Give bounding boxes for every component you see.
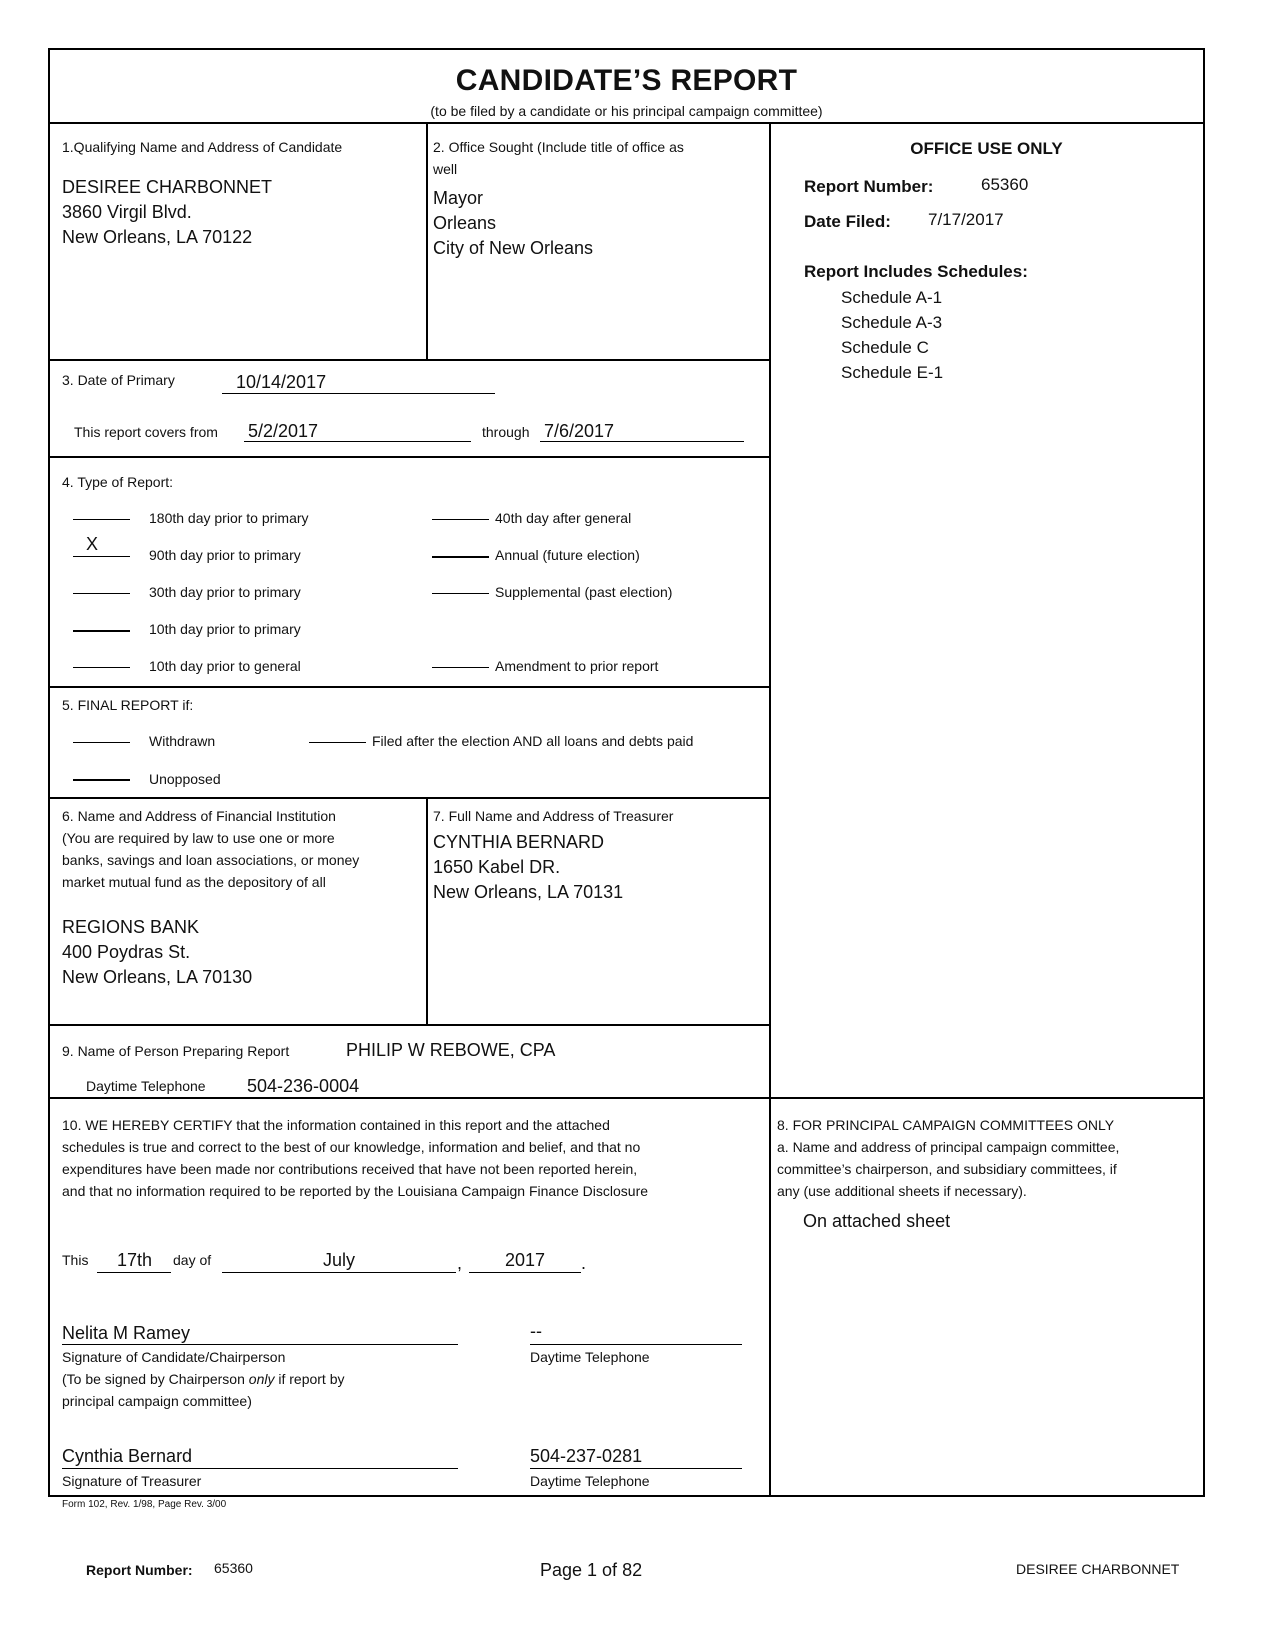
treasurer-address — [433, 830, 623, 905]
report-type-blank — [73, 667, 130, 668]
office-title: Mayor — [433, 188, 484, 208]
section2-label: 2. Office Sought (Include title of office as — [433, 139, 684, 155]
section6-label-line: (You are required by law to use one or more — [62, 830, 335, 846]
schedules-list — [841, 285, 943, 385]
office-sought — [433, 186, 593, 261]
preparer-phone-label: Daytime Telephone — [86, 1078, 206, 1094]
date-of-primary: 10/14/2017 — [236, 372, 327, 392]
report-type-blank — [432, 593, 489, 594]
report-type-blank — [73, 556, 130, 557]
cert-year: 2017 — [504, 1250, 546, 1270]
candidate-city: New Orleans, LA 70122 — [62, 227, 253, 247]
certification-line: schedules is true and correct to the best of our knowledge, information and belief, and that no — [62, 1139, 641, 1155]
note-emphasis: only — [248, 1371, 275, 1387]
section2-label-cont: well — [433, 161, 458, 177]
treasurer-phone-label: Daytime Telephone — [530, 1473, 650, 1489]
divider — [426, 797, 428, 1024]
covers-through: 7/6/2017 — [544, 421, 615, 441]
section10-certification — [62, 1114, 648, 1202]
final-report-blank — [73, 742, 130, 743]
section6-label-line: market mutual fund as the depository of all — [62, 874, 326, 890]
divider — [48, 797, 769, 799]
treasurer-signature-label: Signature of Treasurer — [62, 1473, 202, 1489]
day-of-label: day of — [173, 1252, 212, 1268]
treasurer-city: New Orleans, LA 70131 — [433, 882, 624, 902]
candidate-name: DESIREE CHARBONNET — [62, 177, 273, 197]
report-type-option: 90th day prior to primary — [149, 547, 301, 563]
this-label: This — [62, 1252, 89, 1268]
section8-text — [777, 1114, 1119, 1202]
cert-day: 17th — [117, 1250, 153, 1270]
report-number-label: Report Number: — [804, 177, 934, 196]
section8-line: a. Name and address of principal campaign committee, — [777, 1139, 1120, 1155]
candidate-signature-note-cont: principal campaign committee) — [62, 1393, 252, 1409]
report-type-blank — [432, 556, 489, 558]
report-type-blank — [73, 519, 130, 520]
page-title: CANDIDATE’S REPORT — [455, 64, 798, 97]
report-type-option: 180th day prior to primary — [149, 510, 309, 526]
treasurer-phone: 504-237-0281 — [530, 1446, 643, 1466]
candidate-signature-label: Signature of Candidate/Chairperson — [62, 1349, 286, 1365]
office-jurisdiction: City of New Orleans — [433, 238, 594, 258]
schedules-label: Report Includes Schedules: — [804, 262, 1028, 281]
divider — [48, 1097, 1205, 1099]
report-number-value: 65360 — [981, 175, 1029, 194]
footer-report-number-label: Report Number: — [86, 1562, 193, 1578]
schedule-item: Schedule A-3 — [841, 313, 943, 332]
divider — [48, 456, 769, 458]
section8-value: On attached sheet — [803, 1211, 951, 1231]
report-type-blank — [432, 519, 489, 520]
report-type-option: Amendment to prior report — [495, 658, 659, 674]
divider — [48, 1024, 769, 1026]
treasurer-street: 1650 Kabel DR. — [433, 857, 561, 877]
section4-label: 4. Type of Report: — [62, 474, 174, 490]
date-filed-label: Date Filed: — [804, 212, 891, 231]
section1-label: 1.Qualifying Name and Address of Candidate — [62, 139, 343, 155]
candidate-phone: -- — [530, 1321, 542, 1341]
preparer-name: PHILIP W REBOWE, CPA — [346, 1040, 556, 1060]
section8-line: committee’s chairperson, and subsidiary committees, if — [777, 1161, 1117, 1177]
cert-day-line — [97, 1272, 171, 1273]
section9-label: 9. Name of Person Preparing Report — [62, 1043, 290, 1059]
cert-comma: , — [457, 1253, 463, 1273]
preparer-phone: 504-236-0004 — [247, 1076, 360, 1096]
certification-line: and that no information required to be reported by the Louisiana Campaign Finance Disclosure — [62, 1183, 649, 1199]
candidate-signature: Nelita M Ramey — [62, 1323, 191, 1343]
section3-label: 3. Date of Primary — [62, 372, 175, 388]
report-type-option: 30th day prior to primary — [149, 584, 301, 600]
page-number: Page 1 of 82 — [540, 1560, 643, 1580]
cert-month: July — [322, 1250, 355, 1270]
section6-label-line: banks, savings and loan associations, or money — [62, 852, 360, 868]
treasurer-signature: Cynthia Bernard — [62, 1446, 193, 1466]
candidate-signature-note — [62, 1371, 345, 1387]
bank-city: New Orleans, LA 70130 — [62, 967, 253, 987]
covers-label: This report covers from — [74, 424, 218, 440]
report-type-blank — [73, 630, 130, 632]
candidate-phone-label: Daytime Telephone — [530, 1349, 650, 1365]
final-report-option: Filed after the election AND all loans and debts paid — [372, 733, 694, 749]
final-report-blank — [73, 779, 130, 781]
section5-label: 5. FINAL REPORT if: — [62, 697, 194, 713]
report-type-option: Annual (future election) — [495, 547, 640, 563]
treasurer-name: CYNTHIA BERNARD — [433, 832, 605, 852]
date-of-primary-line — [222, 393, 495, 394]
divider — [48, 122, 1205, 124]
candidate-signature-line — [62, 1344, 458, 1345]
bank-name: REGIONS BANK — [62, 917, 200, 937]
note-text: (To be signed by Chairperson — [62, 1371, 249, 1387]
cert-month-line — [222, 1272, 456, 1273]
candidate-address — [62, 175, 272, 250]
form-revision: Form 102, Rev. 1/98, Page Rev. 3/00 — [62, 1499, 227, 1510]
divider — [48, 359, 769, 361]
candidate-street: 3860 Virgil Blvd. — [62, 202, 192, 222]
certification-line: expenditures have been made nor contributions received that have not been reported herein, — [62, 1161, 638, 1177]
schedule-item: Schedule C — [841, 338, 929, 357]
final-report-option: Withdrawn — [149, 733, 216, 749]
section6-label-line: 6. Name and Address of Financial Institution — [62, 808, 336, 824]
certification-line: 10. WE HEREBY CERTIFY that the information contained in this report and the attached — [62, 1117, 610, 1133]
divider — [48, 686, 769, 688]
bank-street: 400 Poydras St. — [62, 942, 191, 962]
covers-from-line — [244, 441, 471, 442]
final-report-option: Unopposed — [149, 771, 221, 787]
report-type-mark: X — [86, 534, 99, 554]
schedule-item: Schedule E-1 — [841, 363, 944, 382]
divider — [426, 122, 428, 360]
page-subtitle: (to be filed by a candidate or his principal campaign committee) — [430, 103, 823, 119]
covers-through-line — [540, 441, 744, 442]
report-type-option: Supplemental (past election) — [495, 584, 673, 600]
report-type-option: 40th day after general — [495, 510, 632, 526]
report-type-option: 10th day prior to general — [149, 658, 301, 674]
footer-report-number: 65360 — [214, 1560, 253, 1576]
treasurer-phone-line — [530, 1468, 742, 1469]
final-report-blank — [309, 742, 366, 743]
financial-institution — [62, 915, 252, 990]
form-border — [48, 48, 1205, 1497]
treasurer-signature-line — [62, 1468, 458, 1469]
report-type-blank — [73, 593, 130, 594]
section8-line: any (use additional sheets if necessary). — [777, 1183, 1027, 1199]
candidate-phone-line — [530, 1344, 742, 1345]
office-parish: Orleans — [433, 213, 497, 233]
footer-candidate-name: DESIREE CHARBONNET — [1016, 1561, 1180, 1577]
schedule-item: Schedule A-1 — [841, 288, 943, 307]
divider — [769, 122, 771, 1497]
through-label: through — [482, 424, 530, 440]
section8-line: 8. FOR PRINCIPAL CAMPAIGN COMMITTEES ONLY — [777, 1117, 1115, 1133]
date-filed-value: 7/17/2017 — [928, 210, 1004, 229]
report-type-blank — [432, 667, 489, 668]
covers-from: 5/2/2017 — [248, 421, 319, 441]
cert-period: . — [581, 1253, 587, 1273]
note-text: if report by — [274, 1371, 345, 1387]
office-use-heading: OFFICE USE ONLY — [910, 139, 1063, 158]
section7-label: 7. Full Name and Address of Treasurer — [433, 808, 674, 824]
section6-label — [62, 805, 359, 893]
report-type-option: 10th day prior to primary — [149, 621, 301, 637]
cert-year-line — [469, 1272, 581, 1273]
